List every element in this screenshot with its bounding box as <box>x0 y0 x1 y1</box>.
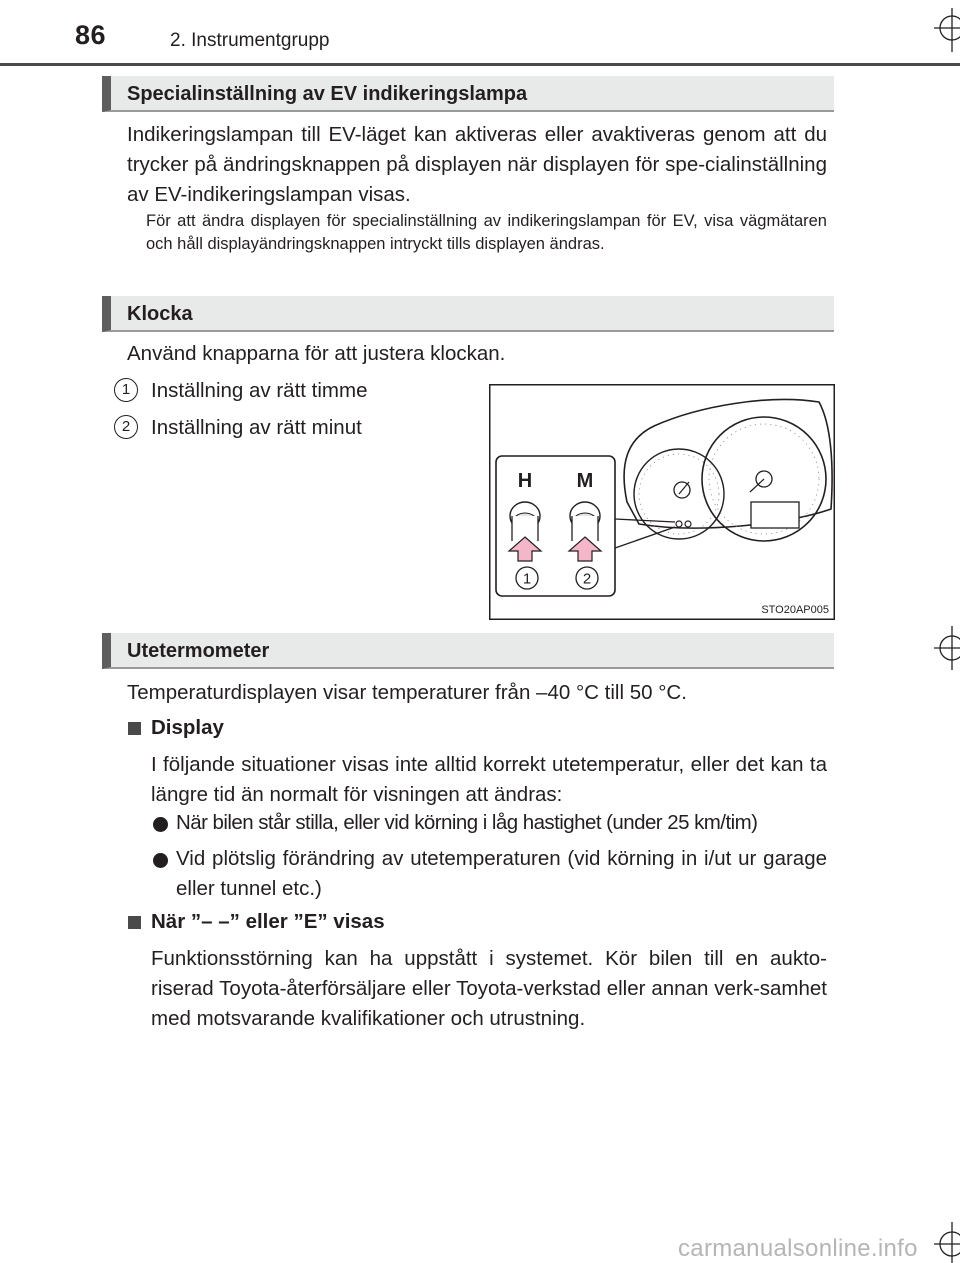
round-bullet-icon <box>153 853 168 868</box>
figure-callout-1: 1 <box>522 570 532 588</box>
clock-item-hour: Inställning av rätt timme <box>151 379 368 402</box>
square-bullet-icon <box>128 722 141 735</box>
instrument-cluster-illustration <box>489 384 835 620</box>
h-button-label: H <box>517 470 533 492</box>
clock-item-minute: Inställning av rätt minut <box>151 416 362 439</box>
callout-number-2: 2 <box>114 415 138 439</box>
ev-indicator-description: Indikeringslampan till EV-läget kan aktiveras eller avaktiveras genom att du trycker på ändringsknappen på displayen när displayen för spe-cialinställning av EV-indikeringslampan visas. <box>127 123 827 206</box>
section-heading-text: Klocka <box>127 303 193 325</box>
section-heading-ev-indicator <box>102 76 834 112</box>
display-bullet-sudden-change: Vid plötslig förändring av utetemperaturen (vid körning in i/ut ur garage eller tunnel etc.) <box>176 847 827 900</box>
registration-mark-mid-right <box>930 626 960 670</box>
display-subheading: Display <box>151 716 224 739</box>
header-rule <box>0 63 960 66</box>
display-description: I följande situationer visas inte alltid korrekt utetemperatur, eller det kan ta längre tid än normalt för visningen att ändras: <box>151 753 827 806</box>
section-heading-clock <box>102 296 834 332</box>
error-description: Funktionsstörning kan ha uppstått i systemet. Kör bilen till en aukto-riserad Toyota-återförsäljare eller Toyota-verkstad eller annan verk-samhet med motsvarande kvalifikationer och utrustning. <box>151 947 827 1030</box>
clock-description: Använd knapparna för att justera klockan. <box>127 342 506 365</box>
section-heading-text: Utetermometer <box>127 640 270 662</box>
section-heading-outside-thermometer <box>102 633 834 669</box>
registration-mark-bottom-right <box>930 1222 960 1263</box>
figure-callout-2: 2 <box>582 570 592 588</box>
thermometer-range-text: Temperaturdisplayen visar temperaturer från –40 °C till 50 °C. <box>127 681 687 704</box>
ev-indicator-note: För att ändra displayen för specialinställning av indikeringslampan för EV, visa vägmätaren och håll displayändringsknappen intryckt tills displayen ändras. <box>146 212 827 253</box>
m-button-label: M <box>576 470 594 492</box>
error-subheading: När ”– –” eller ”E” visas <box>151 910 385 933</box>
callout-number-1: 1 <box>114 378 138 402</box>
figure-code: STO20AP005 <box>761 604 829 616</box>
watermark: carmanualsonline.info <box>678 1235 918 1262</box>
page-number: 86 <box>75 20 107 50</box>
multi-info-display <box>751 502 799 528</box>
square-bullet-icon <box>128 916 141 929</box>
section-heading-text: Specialinställning av EV indikeringslampa <box>127 83 528 105</box>
registration-mark-top-right <box>930 8 960 52</box>
display-bullet-stationary: När bilen står stilla, eller vid körning i låg hastighet (under 25 km/tim) <box>176 811 758 834</box>
round-bullet-icon <box>153 817 168 832</box>
chapter-title: 2. Instrumentgrupp <box>170 30 330 51</box>
